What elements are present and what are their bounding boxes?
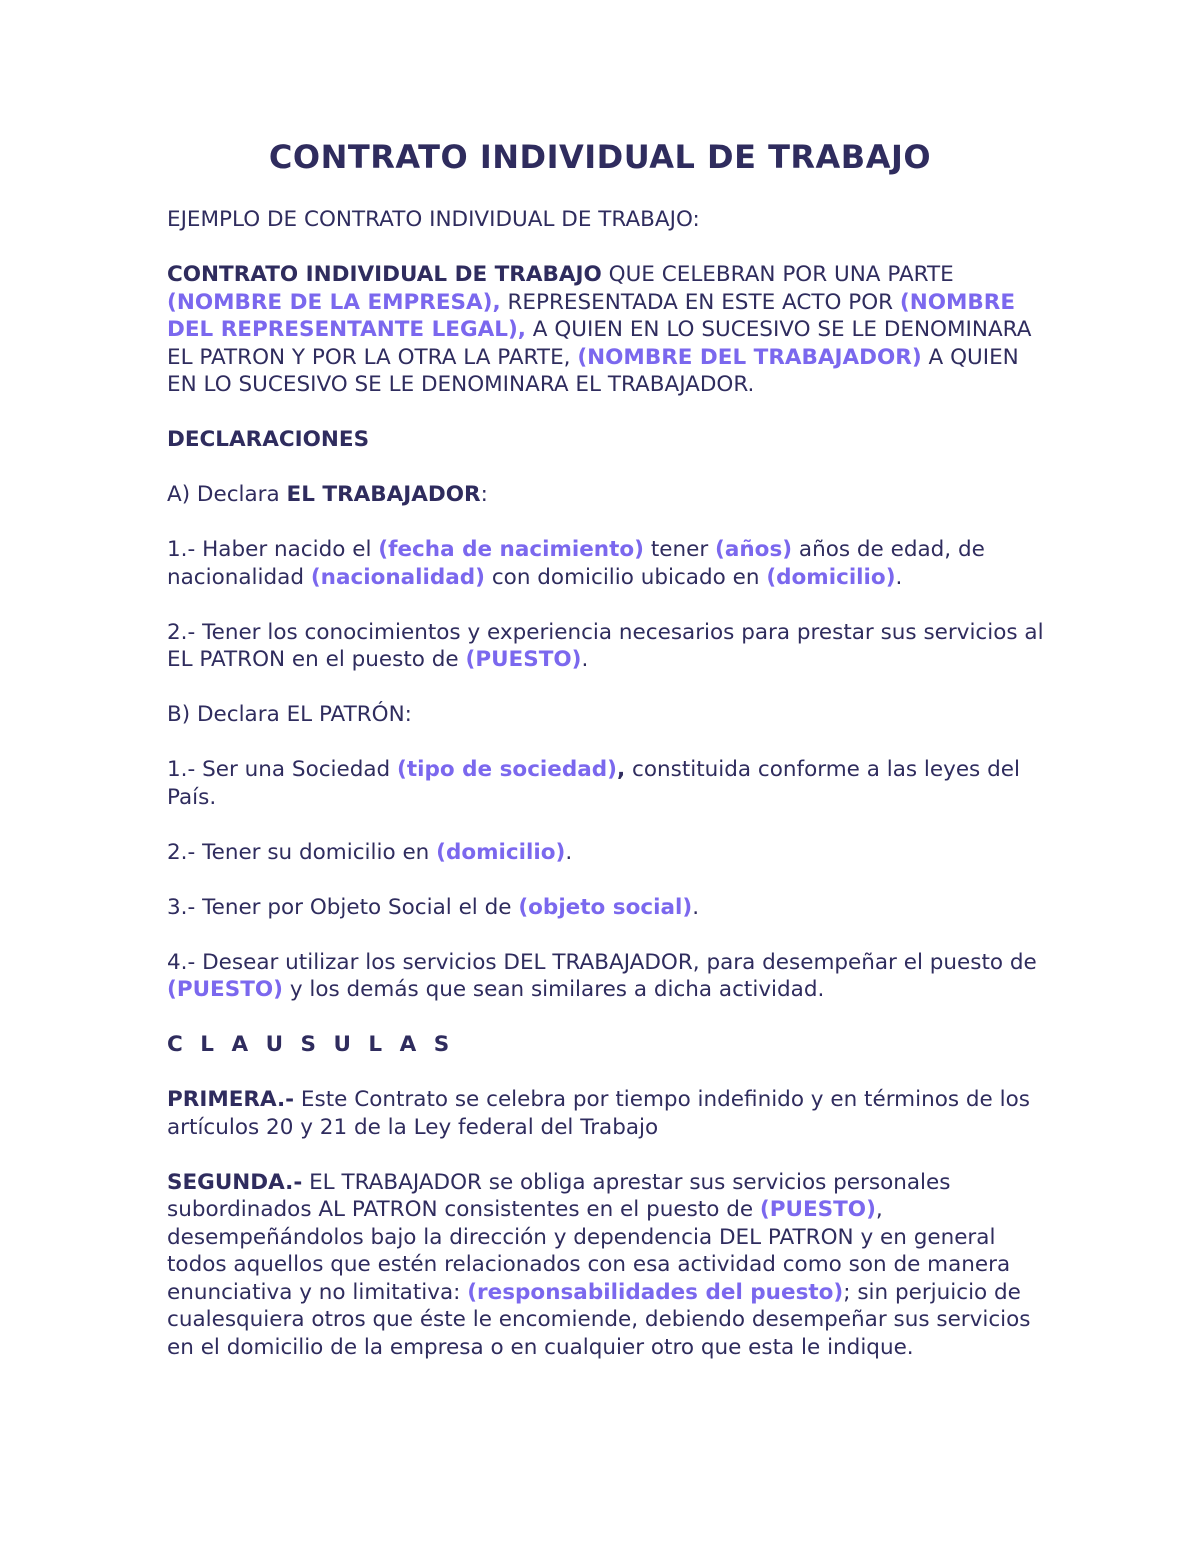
b2-text-2: . — [565, 839, 573, 865]
segunda-text-1: EL TRABAJADOR se obliga aprestar sus servicios personales subordinados AL PATRON consistentes en el puesto de — [167, 1169, 951, 1222]
intro-text-1: QUE CELEBRAN POR UNA PARTE — [601, 262, 954, 287]
placeholder-domicilio: (domicilio) — [766, 564, 896, 590]
section-a-bold: EL TRABAJADOR — [286, 482, 481, 507]
intro-bold-lead: CONTRATO INDIVIDUAL DE TRABAJO — [167, 262, 602, 287]
declaration-a2 — [167, 619, 1047, 674]
intro-paragraph — [167, 261, 1047, 399]
declaration-a1 — [167, 536, 1047, 591]
clausulas-heading: C L A U S U L A S — [167, 1032, 455, 1057]
intro-text-2: REPRESENTADA EN ESTE ACTO POR — [500, 289, 900, 315]
a1-text-5: . — [895, 564, 903, 590]
declaration-b2 — [167, 839, 1047, 867]
placeholder-representante-legal: (NOMBRE DEL REPRESENTANTE LEGAL), — [167, 289, 1016, 342]
declaration-b1 — [167, 756, 1047, 811]
clausula-segunda — [167, 1169, 1047, 1362]
placeholder-fecha-nacimiento: (fecha de nacimiento) — [378, 537, 644, 562]
intro-text-4: A QUIEN EN LO SUCESIVO SE LE DENOMINARA EL TRABAJADOR. — [167, 344, 1019, 397]
b1-text-1: 1.- Ser una Sociedad — [167, 757, 398, 782]
b4-text-1: 4.- Desear utilizar los servicios DEL TRABAJADOR, para desempeñar el puesto de — [167, 949, 1037, 975]
b3-text-1: 3.- Tener por Objeto Social el de — [167, 894, 519, 920]
placeholder-puesto-segunda: (PUESTO) — [759, 1197, 876, 1222]
placeholder-anos: (años) — [715, 537, 793, 562]
section-a-heading — [167, 481, 1047, 509]
clausula-primera — [167, 1086, 1047, 1141]
b2-text-1: 2.- Tener su domicilio en — [167, 839, 437, 865]
a1-text-1: 1.- Haber nacido el — [167, 537, 379, 562]
b1-text-3: constituida conforme a las leyes del País. — [167, 757, 1020, 810]
placeholder-tipo-sociedad: (tipo de sociedad) — [397, 757, 618, 782]
b4-text-2: y los demás que sean similares a dicha actividad. — [282, 977, 825, 1002]
primera-label: PRIMERA.- — [167, 1087, 295, 1112]
segunda-text-3: ; sin perjuicio de cualesquiera otros que éste le encomiende, debiendo desempeñar sus servicios en el domicilio de la empresa o en cualquier otro que esta le indique. — [167, 1279, 1031, 1360]
placeholder-responsabilidades: (responsabilidades del puesto) — [467, 1279, 844, 1305]
declaration-b3 — [167, 894, 1047, 922]
b1-comma: , — [617, 757, 626, 782]
primera-text: Este Contrato se celebra por tiempo indefinido y en términos de los artículos 20 y 21 de la Ley federal del Trabajo — [167, 1087, 1030, 1140]
placeholder-nombre-empresa: (NOMBRE DE LA EMPRESA), — [167, 289, 501, 315]
a2-text-1: 2.- Tener los conocimientos y experiencia necesarios para prestar sus servicios al EL PATRON en el puesto de — [167, 619, 1044, 672]
placeholder-domicilio-patron: (domicilio) — [436, 839, 566, 865]
placeholder-nacionalidad: (nacionalidad) — [310, 564, 486, 590]
a1-text-2: tener — [644, 537, 716, 562]
section-a-tail: : — [480, 482, 488, 507]
placeholder-objeto-social: (objeto social) — [518, 894, 693, 920]
section-a-lead: A) Declara — [167, 482, 287, 507]
a1-text-3: años de edad, de nacionalidad — [167, 537, 985, 590]
document-body — [167, 206, 1047, 1389]
placeholder-puesto-b4: (PUESTO) — [167, 977, 283, 1002]
a2-text-2: . — [581, 647, 589, 672]
b3-text-2: . — [692, 894, 700, 920]
declaration-b4 — [167, 949, 1047, 1004]
document-title: CONTRATO INDIVIDUAL DE TRABAJO — [268, 138, 932, 176]
intro-text-3: A QUIEN EN LO SUCESIVO SE LE DENOMINARA EL PATRON Y POR LA OTRA LA PARTE, — [167, 317, 1032, 370]
section-b-heading: B) Declara EL PATRÓN: — [167, 702, 412, 727]
document-subtitle: EJEMPLO DE CONTRATO INDIVIDUAL DE TRABAJO: — [167, 207, 700, 232]
segunda-text-2: , desempeñándolos bajo la dirección y dependencia DEL PATRON y en general todos aquellos que estén relacionados con esa actividad como son de manera enunciativa y no limitativa: — [167, 1197, 1011, 1305]
declaraciones-heading: DECLARACIONES — [167, 427, 370, 452]
placeholder-puesto: (PUESTO) — [465, 647, 582, 672]
a1-text-4: con domicilio ubicado en — [485, 564, 767, 590]
placeholder-nombre-trabajador: (NOMBRE DEL TRABAJADOR) — [577, 344, 922, 370]
segunda-label: SEGUNDA.- — [167, 1169, 303, 1195]
